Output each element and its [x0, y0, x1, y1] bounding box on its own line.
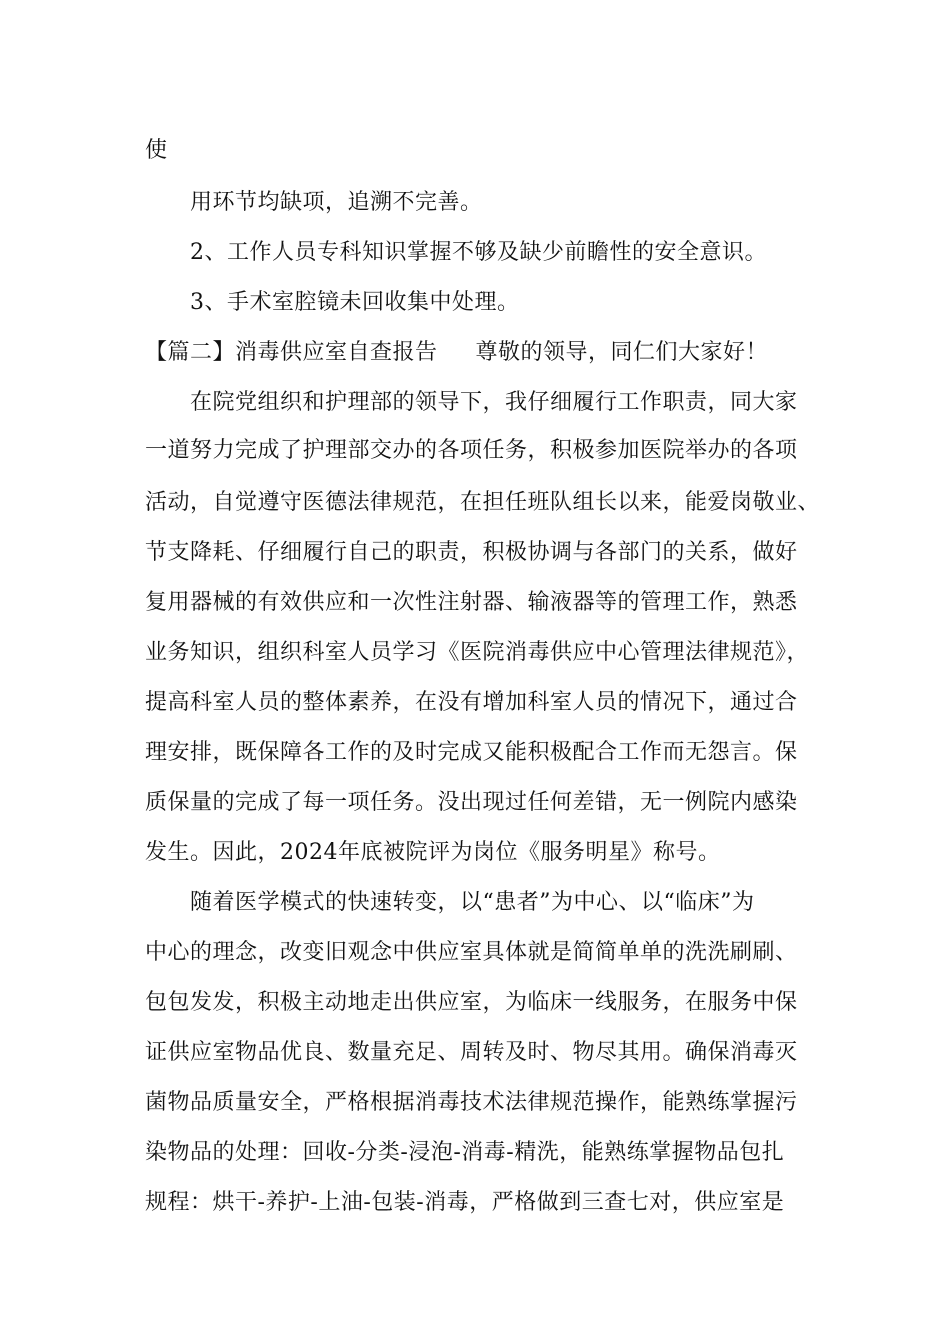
- text-line: 在院党组织和护理部的领导下，我仔细履行工作职责，同大家: [190, 390, 798, 415]
- text-line: 理安排，既保障各工作的及时完成又能积极配合工作而无怨言。保: [145, 740, 798, 765]
- text-line: 活动，自觉遵守医德法律规范，在担任班队组长以来，能爱岗敬业、: [145, 490, 821, 515]
- section-heading: 【篇二】消毒供应室自查报告: [145, 340, 438, 365]
- list-item: 2、工作人员专科知识掌握不够及缺少前瞻性的安全意识。: [190, 240, 767, 265]
- section-heading-line: [145, 340, 825, 366]
- text-line: 发生。因此，2024年底被院评为岗位《服务明星》称号。: [145, 840, 721, 865]
- text-line: 随着医学模式的快速转变，以“患者”为中心、以“临床”为: [190, 890, 755, 915]
- text-line: 规程：烘干-养护-上油-包装-消毒，严格做到三查七对，供应室是: [145, 1190, 785, 1215]
- text-line: 证供应室物品优良、数量充足、周转及时、物尽其用。确保消毒灭: [145, 1040, 798, 1065]
- text-line: 染物品的处理：回收-分类-浸泡-消毒-精洗，能熟练掌握物品包扎: [145, 1140, 785, 1165]
- text-line: 菌物品质量安全，严格根据消毒技术法律规范操作，能熟练掌握污: [145, 1090, 798, 1115]
- text-line: 中心的理念，改变旧观念中供应室具体就是简简单单的洗洗刷刷、: [145, 940, 798, 965]
- text-line: 用环节均缺项，追溯不完善。: [190, 190, 483, 215]
- text-line: 使: [145, 138, 168, 163]
- list-item: 3、手术室腔镜未回收集中处理。: [190, 290, 520, 315]
- text-line: 节支降耗、仔细履行自己的职责，积极协调与各部门的关系，做好: [145, 540, 798, 565]
- greeting: 尊敬的领导，同仁们大家好！: [475, 340, 769, 365]
- text-line: 复用器械的有效供应和一次性注射器、输液器等的管理工作，熟悉: [145, 590, 798, 615]
- text-line: 包包发发，积极主动地走出供应室，为临床一线服务，在服务中保: [145, 990, 798, 1015]
- text-line: 提高科室人员的整体素养，在没有增加科室人员的情况下，通过合: [145, 690, 798, 715]
- text-line: 质保量的完成了每一项任务。没出现过任何差错，无一例院内感染: [145, 790, 798, 815]
- text-line: 业务知识，组织科室人员学习《医院消毒供应中心管理法律规范》，: [145, 640, 810, 665]
- text-line: 一道努力完成了护理部交办的各项任务，积极参加医院举办的各项: [145, 438, 798, 463]
